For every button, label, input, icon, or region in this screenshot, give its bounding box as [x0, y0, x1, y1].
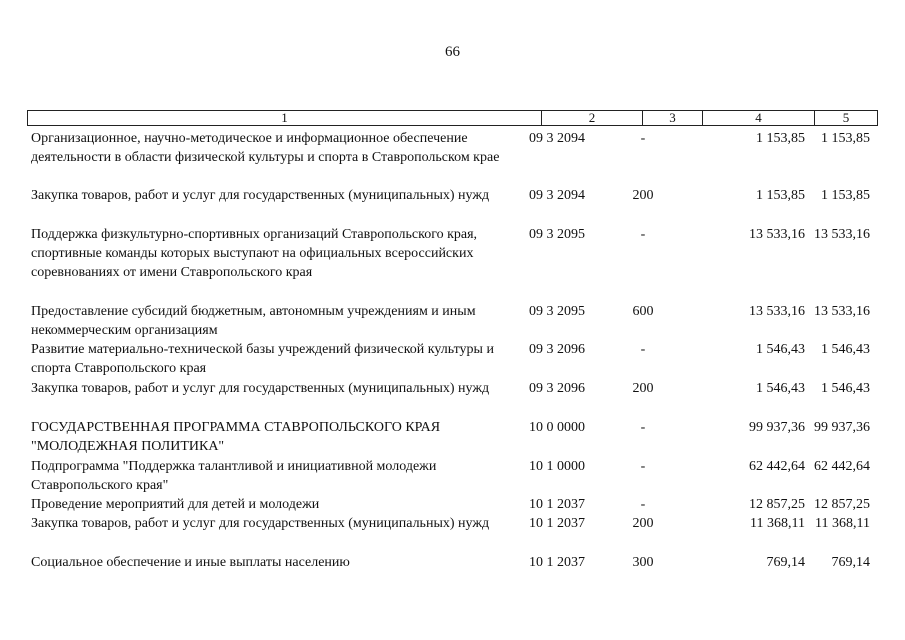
row-code: 09 3 2096 — [529, 342, 585, 357]
row-description: ГОСУДАРСТВЕННАЯ ПРОГРАММА СТАВРОПОЛЬСКОГО КРАЯ "МОЛОДЕЖНАЯ ПОЛИТИКА" — [31, 420, 441, 454]
row-value-5: 13 533,16 — [814, 304, 870, 319]
row-value-5: 62 442,64 — [814, 459, 870, 474]
row-description: Поддержка физкультурно-спортивных организаций Ставропольского края, спортивные команды которых выступают на официальных всероссийских соревнованиях от имени Ставропольского края — [31, 227, 478, 280]
row-description: Подпрограмма "Поддержка талантливой и инициативной молодежи Ставропольского края" — [31, 459, 437, 493]
row-value-4: 1 546,43 — [756, 342, 805, 357]
row-description: Закупка товаров, работ и услуг для государственных (муниципальных) нужд — [31, 516, 490, 531]
row-code: 10 1 0000 — [529, 459, 585, 474]
column-header-5: 5 — [842, 110, 850, 125]
row-description: Проведение мероприятий для детей и молодежи — [31, 497, 320, 512]
row-description: Социальное обеспечение и иные выплаты населению — [31, 555, 350, 570]
row-code: 09 3 2095 — [529, 304, 585, 319]
row-description: Организационное, научно-методическое и информационное обеспечение деятельности в области физической культуры и спорта в Ставропольском крае — [31, 131, 500, 165]
row-type: - — [640, 342, 646, 357]
column-header-3: 3 — [643, 111, 703, 125]
row-value-5: 13 533,16 — [814, 227, 870, 242]
row-value-4: 11 368,11 — [750, 516, 805, 531]
row-type: - — [640, 497, 646, 512]
row-code: 10 1 2037 — [529, 497, 585, 512]
row-value-4: 13 533,16 — [749, 304, 805, 319]
row-value-4: 1 153,85 — [756, 188, 805, 203]
row-type: - — [640, 420, 646, 435]
row-type: - — [640, 227, 646, 242]
row-type: 200 — [632, 188, 654, 203]
row-type: 200 — [632, 381, 654, 396]
row-type: - — [640, 459, 646, 474]
row-code: 09 3 2095 — [529, 227, 585, 242]
row-type: 300 — [632, 555, 654, 570]
row-description: Закупка товаров, работ и услуг для государственных (муниципальных) нужд — [31, 381, 490, 396]
row-type: - — [640, 131, 646, 146]
row-code: 10 1 2037 — [529, 555, 585, 570]
row-code: 09 3 2096 — [529, 381, 585, 396]
row-code: 09 3 2094 — [529, 188, 585, 203]
row-value-5: 769,14 — [831, 555, 870, 570]
row-value-4: 62 442,64 — [749, 459, 805, 474]
row-value-4: 13 533,16 — [749, 227, 805, 242]
table-header — [27, 110, 878, 126]
row-value-5: 1 546,43 — [821, 381, 870, 396]
row-description: Развитие материально-технической базы учреждений физической культуры и спорта Ставропольского края — [31, 342, 494, 376]
column-header-2: 2 — [542, 111, 643, 125]
row-code: 10 0 0000 — [529, 420, 585, 435]
row-description: Закупка товаров, работ и услуг для государственных (муниципальных) нужд — [31, 188, 490, 203]
page-number: 66 — [445, 44, 460, 60]
column-header-4: 4 — [703, 111, 815, 125]
row-code: 10 1 2037 — [529, 516, 585, 531]
row-value-5: 1 546,43 — [821, 342, 870, 357]
row-value-5: 1 153,85 — [821, 131, 870, 146]
row-value-4: 99 937,36 — [749, 420, 805, 435]
row-value-4: 12 857,25 — [749, 497, 805, 512]
row-value-5: 12 857,25 — [814, 497, 870, 512]
column-header-1: 1 — [28, 111, 542, 125]
row-value-5: 99 937,36 — [814, 420, 870, 435]
row-description: Предоставление субсидий бюджетным, автономным учреждениям и иным некоммерческим организациям — [31, 304, 476, 338]
row-value-4: 769,14 — [766, 555, 805, 570]
row-value-5: 1 153,85 — [821, 188, 870, 203]
row-value-5: 11 368,11 — [815, 516, 870, 531]
row-type: 200 — [632, 516, 654, 531]
row-type: 600 — [632, 304, 654, 319]
row-value-4: 1 546,43 — [756, 381, 805, 396]
row-value-4: 1 153,85 — [756, 131, 805, 146]
row-code: 09 3 2094 — [529, 131, 585, 146]
